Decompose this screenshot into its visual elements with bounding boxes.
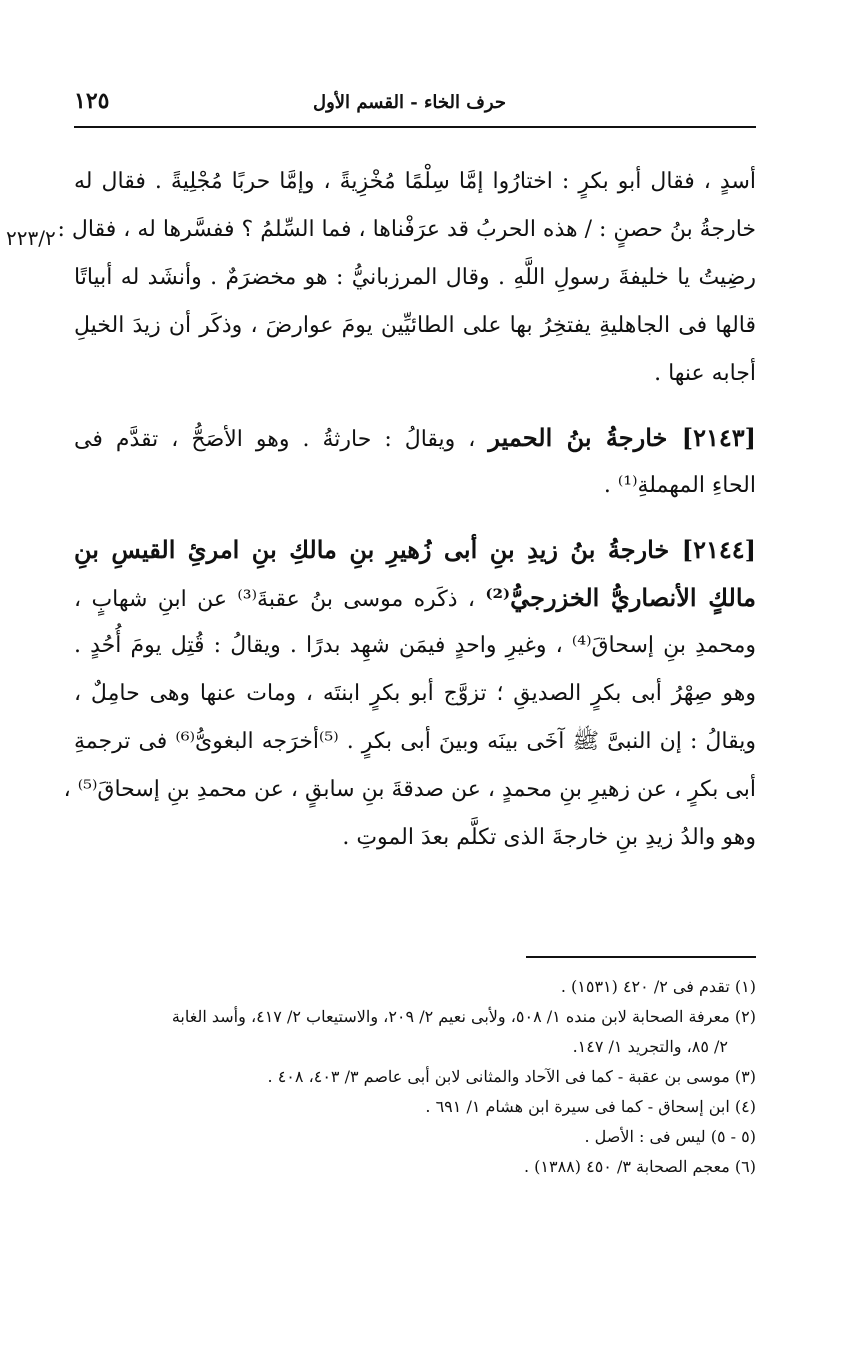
entry-heading: [٢١٤٣] خارجةُ بنُ الحمير — [488, 423, 756, 452]
footnotes — [74, 972, 756, 1182]
text-line: أبى بكرٍ ، عن زهيرِ بنِ محمدٍ ، عن صدقةَ بنِ سابقٍ ، عن محمدِ بنِ إسحاقَ⁽⁵⁾ ، — [63, 777, 756, 802]
footnote-continuation: ٢/ ٨٥، والتجريد ١/ ١٤٧. — [572, 1037, 728, 1056]
text-line: ويقالُ : إن النبىَّ ﷺ آخَى بينَه وبينَ أبى بكرٍ . ⁽⁵⁾أخرَجه البغوىُّ⁽⁶⁾ فى ترجمةِ — [74, 729, 756, 754]
footnote: (٥ - ٥) ليس فى : الأصل . — [584, 1127, 756, 1146]
margin-volume-page-note: ٢٢٣/٢ — [6, 226, 56, 250]
text-line: وهو والدُ زيدِ بنِ خارجةَ الذى تكلَّم بعدَ الموتِ . — [342, 825, 756, 850]
text-line: خارجةُ بنُ حصنٍ : / هذه الحربُ قد عرَفْناها ، فما السِّلمُ ؟ ففسَّرها له ، فقال : — [57, 217, 756, 242]
entry-heading-cont: مالكٍ الأنصاريُّ الخزرجيُّ⁽²⁾ — [485, 583, 756, 612]
running-head: حرف الخاء - القسم الأول — [313, 92, 506, 113]
text-line: وهو صِهْرُ أبى بكرٍ الصديقِ ؛ تزوَّج أبو بكرٍ ابنتَه ، ومات عنها وهى حامِلٌ ، — [74, 681, 756, 706]
entry-heading: [٢١٤٤] خارجةُ بنُ زيدِ بنِ أبى زُهيرِ بنِ مالكِ بنِ امرئِ القيسِ بنِ — [74, 535, 756, 564]
text-line: رضِيتُ يا خليفةَ رسولِ اللَّهِ . وقال المرزبانيُّ : هو مخضرَمٌ . وأنشَد له أبياتًا — [74, 265, 756, 290]
page-header — [74, 80, 756, 124]
text-line — [74, 414, 756, 462]
text-line: قالها فى الجاهليةِ يفتخِرُ بها على الطائيِّين يومَ عوارضَ ، وذكَر أن زيدَ الخيلِ — [74, 313, 756, 338]
entry-2143 — [74, 414, 756, 510]
text-line — [74, 574, 756, 622]
entry-text: ، ويقالُ : حارثةُ . وهو الأصَحُّ ، تقدَّم فى — [74, 427, 489, 452]
footnote: (٤) ابن إسحاق - كما فى سيرة ابن هشام ١/ ٦٩١ . — [425, 1097, 756, 1116]
footnote-rule — [526, 956, 756, 958]
page-number: ١٢٥ — [74, 88, 110, 114]
text-line: أجابه عنها . — [654, 361, 756, 386]
entry-2144 — [63, 526, 757, 862]
footnote: (٦) معجم الصحابة ٣/ ٤٥٠ (١٣٨٨) . — [523, 1157, 756, 1176]
footnote: (١) تقدم فى ٢/ ٤٢٠ (١٥٣١) . — [560, 977, 756, 996]
header-rule — [74, 126, 756, 128]
footnote: (٢) معرفة الصحابة لابن منده ١/ ٥٠٨، ولأبى نعيم ٢/ ٢٠٩، والاستيعاب ٢/ ٤١٧، وأسد الغابة — [171, 1007, 756, 1026]
text-line: الحاءِ المهملةِ⁽¹⁾ . — [603, 473, 756, 498]
footnote: (٣) موسى بن عقبة - كما فى الآحاد والمثانى لابن أبى عاصم ٣/ ٤٠٣، ٤٠٨ . — [267, 1067, 756, 1086]
paragraph-continuation — [57, 158, 756, 398]
text-line: أسدٍ ، فقال أبو بكرٍ : اختارُوا إمَّا سِلْمًا مُخْزِيةً ، وإمَّا حربًا مُجْلِيةً . فقال له — [74, 169, 756, 194]
main-text — [57, 158, 757, 862]
entry-text: ، ذكَره موسى بنُ عقبةَ⁽³⁾ عن ابنِ شهابٍ ، — [74, 587, 486, 612]
text-line: ومحمدِ بنِ إسحاقَ⁽⁴⁾ ، وغيرِ واحدٍ فيمَن شهِد بدرًا . ويقالُ : قُتِل يومَ أُحُدٍ . — [74, 633, 757, 658]
